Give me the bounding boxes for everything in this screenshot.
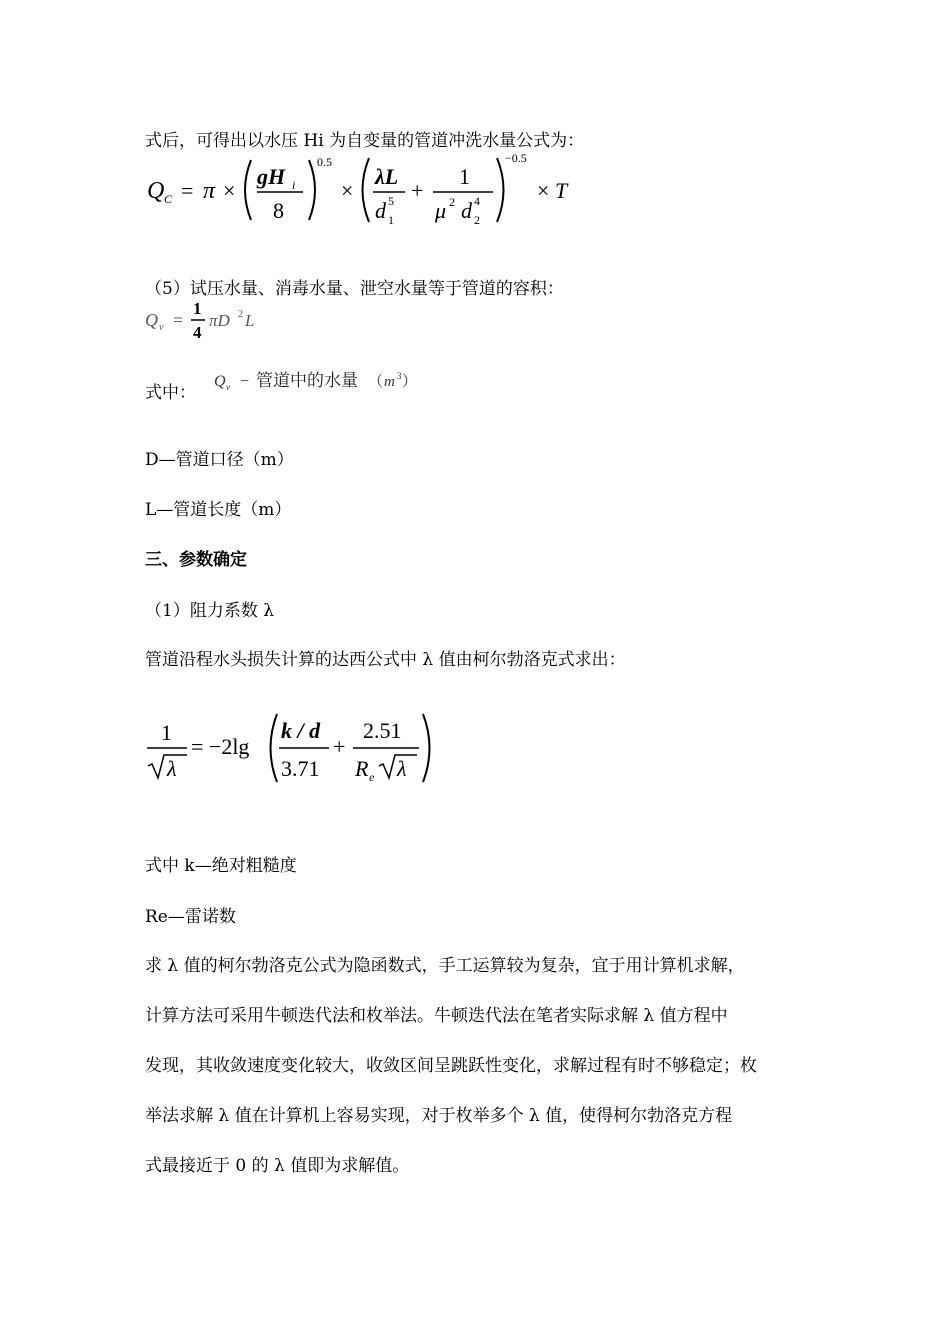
- paren-right-2: [497, 158, 504, 222]
- formula-colebrook: [143, 708, 443, 790]
- re-definition: Re—雷诺数: [145, 907, 236, 927]
- formula-qc-pi: π: [203, 178, 216, 204]
- formula-qc-gh-sub: i: [292, 178, 296, 192]
- cb-den1: 3.71: [281, 756, 320, 781]
- formula-qc-mu-sup: 2: [449, 195, 455, 209]
- cb-re: R: [355, 756, 369, 781]
- shizhong-label: 式中：: [145, 383, 196, 403]
- cb-re-sub: e: [369, 770, 375, 784]
- formula-qc-exp2: −0.5: [505, 152, 527, 165]
- paragraph-line-5: 式最接近于 0 的 λ 值即为求解值。: [145, 1156, 410, 1176]
- inline-qv-m: m: [384, 374, 395, 390]
- formula-qv-rest: πD: [209, 311, 230, 330]
- formula-qc-lhs-sub: C: [164, 192, 173, 206]
- formula-qv-l: L: [245, 311, 255, 330]
- formula-qc-d1-sup: 5: [388, 194, 394, 208]
- formula-volume: [143, 296, 283, 346]
- l-definition: L—管道长度（m）: [145, 500, 292, 520]
- formula-qc-one: 1: [459, 164, 470, 189]
- darcy-line: 管道沿程水头损失计算的达西公式中 λ 值由柯尔勃洛克式求出：: [145, 650, 626, 670]
- formula-qc-eq: =: [181, 178, 194, 203]
- inline-qv-desc: 管道中的水量: [256, 371, 358, 390]
- formula-qc-times1: ×: [223, 178, 236, 203]
- section-3-heading: 三、参数确定: [145, 550, 247, 570]
- formula-qc-plus: +: [411, 178, 424, 203]
- formula-qv-num: 1: [193, 299, 202, 318]
- inline-qv-m-sup: 3: [397, 371, 402, 381]
- formula-flush-volume: [143, 152, 583, 232]
- formula-qv-lhs: Q: [145, 310, 158, 330]
- formula-qc-times2: ×: [341, 178, 354, 203]
- intro-line: 式后，可得出以水压 Hi 为自变量的管道冲洗水量公式为：: [145, 131, 585, 151]
- paragraph-line-2: 计算方法可采用牛顿迭代法和枚举法。牛顿迭代法在笔者实际求解 λ 值方程中: [145, 1006, 728, 1026]
- formula-qc-d2-sup: 4: [474, 194, 480, 208]
- formula-qc-d2-sub: 2: [474, 213, 480, 227]
- inline-qv-dash: −: [240, 373, 250, 390]
- inline-qv-close: ）: [402, 374, 418, 390]
- cb-lam-2: λ: [397, 756, 407, 781]
- d-definition: D—管道口径（m）: [145, 450, 294, 470]
- formula-qc-d1-sub: 1: [388, 213, 394, 227]
- formula-qc-times3: ×: [537, 178, 550, 203]
- paragraph-line-3: 发现，其收敛速度变化较大，收敛区间呈跳跃性变化，求解过程有时不够稳定；枚: [145, 1056, 757, 1076]
- inline-qv-q: Q: [214, 373, 226, 390]
- inline-qv-sub: v: [226, 382, 230, 392]
- cb-kd: k / d: [281, 718, 321, 743]
- inline-qv-open: （: [368, 374, 384, 390]
- formula-qv-rest-sup: 2: [238, 309, 243, 320]
- paren-left-1: [245, 160, 251, 220]
- cb-one: 1: [161, 720, 172, 745]
- cb-lam-1: λ: [167, 756, 177, 781]
- paren-right-1: [309, 160, 315, 220]
- formula-qv-eq: =: [173, 310, 184, 330]
- formula-qv-den: 4: [193, 323, 202, 342]
- paren-left-2: [363, 158, 370, 222]
- paragraph-line-1: 求 λ 值的柯尔勃洛克公式为隐函数式，手工运算较为复杂，宜于用计算机求解，: [145, 956, 745, 976]
- formula-qc-laml: λL: [375, 164, 399, 189]
- item-1-line: （1）阻力系数 λ: [145, 601, 274, 621]
- formula-qc-t: T: [555, 178, 568, 203]
- formula-qc-lhs: Q: [147, 178, 165, 204]
- cb-plus: +: [333, 734, 346, 759]
- item-5-line: （5）试压水量、消毒水量、泄空水量等于管道的容积：: [145, 279, 564, 299]
- cb-paren-left: [271, 714, 278, 782]
- cb-paren-right: [423, 714, 430, 782]
- formula-qv-lhs-sub: v: [159, 322, 164, 333]
- cb-num2: 2.51: [363, 718, 402, 743]
- formula-qc-d2: d: [461, 198, 472, 223]
- formula-qc-mu: μ: [435, 198, 447, 223]
- paragraph-line-4: 举法求解 λ 值在计算机上容易实现，对于枚举多个 λ 值，使得柯尔勃洛克方程: [145, 1106, 733, 1126]
- formula-qc-gh: gH: [257, 164, 286, 189]
- formula-inline-qv: [212, 366, 472, 396]
- formula-qc-den8: 8: [273, 198, 284, 223]
- cb-eq: = −2lg: [191, 734, 250, 759]
- k-definition: 式中 k—绝对粗糙度: [145, 856, 297, 876]
- formula-qc-d1: d: [375, 198, 386, 223]
- formula-qc-exp1: 0.5: [317, 155, 332, 169]
